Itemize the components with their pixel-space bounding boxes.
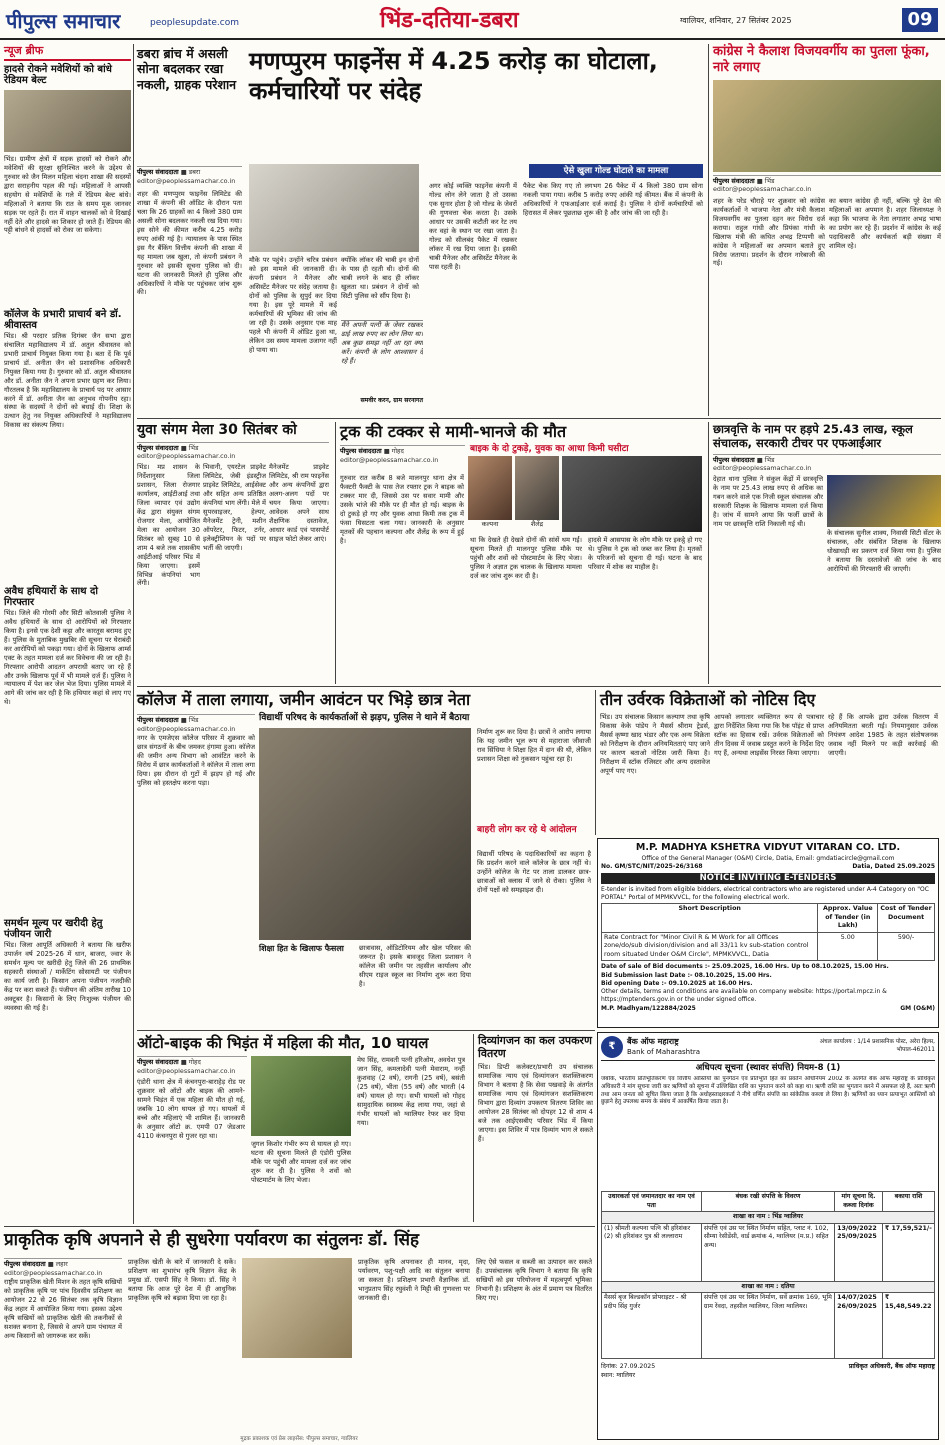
auto-headline: ऑटो-बाइक की भिड़ंत में महिला की मौत, 10 घायल bbox=[137, 1034, 429, 1052]
bank-logo-icon: ₹ bbox=[601, 1036, 623, 1058]
bank-th-amount: बकाया राशि bbox=[882, 1192, 934, 1212]
tender-ref: No. GM/STC/NIT/2025-26/3168 bbox=[601, 862, 703, 870]
divyang-headline: दिव्यांगजन का कल उपकरण वितरण bbox=[478, 1034, 593, 1061]
victim-photo-1 bbox=[468, 456, 512, 520]
tender-th-value: Approx. Value of Tender (in Lakh) bbox=[818, 904, 878, 933]
bank-th-property: बंधक रखी संपत्ति के विवरण bbox=[701, 1192, 834, 1212]
bank-notice bbox=[597, 1032, 939, 1440]
bank-branch-2: शाखा का नाम : दतिया bbox=[602, 1281, 935, 1293]
tender-row-cost: 590/- bbox=[878, 932, 935, 961]
divider-h4 bbox=[4, 1226, 595, 1227]
lead-byline-place: डबरा bbox=[188, 168, 201, 176]
scholarship-story bbox=[708, 422, 941, 684]
lead-col-4: अगर कोई व्यक्ति फाइनेंस कंपनी में गोल्ड लोन लेने जाता है तो उसका एक सुनार होता है जो गोल्ड के जेवरों की गुणवत्ता चेक करता है। उसके आधार पर उसकी कटौती कर रेट तय कर वहां के स्थान पर रखा जाता है। गोल्ड को सीलबंद पैकेट में रखकर लॉकर में रख दिया जाता है। इसकी चाबी मैनेजर और असिस्टेंट मैनेजर के पास रहती है। bbox=[429, 182, 517, 271]
bike-wreck-photo bbox=[562, 456, 702, 532]
tender-footer: M.P. Madhyam/122884/2025 bbox=[601, 1004, 696, 1012]
farming-col-2: प्राकृतिक खेती के बारे में जानकारी दे सकें। प्रशिक्षण का शुभारंभ कृषि विज्ञान केंद्र के प्रमुख डॉ. एसपी सिंह ने किया। डॉ. सिंह ने बताया कि आज पूरे देश में ही आधुनिक प्राकृतिक कृषि को बढ़ावा दिया जा रहा है। bbox=[128, 1258, 236, 1302]
farming-col-1: राष्ट्रीय प्राकृतिक खेती मिशन के तहत कृषि सखियों को प्राकृतिक कृषि पर पांच दिवसीय प्रशिक्षण का आयोजन 22 से 26 सितंबर तक कृषि विज्ञान केंद्र लहार में आयोजित किया गया। इसका उद्देश्य कृषि सखियों को प्राकृतिक खेती की तकनीकों से सशक्त बनाना है, जिससे वे अपने ग्राम पंचायत में अन्य किसानों को जागरूक कर सकें। bbox=[4, 1278, 122, 1340]
yuva-byline-name: पीपुल्स संवाददाता bbox=[137, 443, 179, 452]
farming-byline-place: लहार bbox=[55, 1260, 68, 1268]
congress-byline-name: पीपुल्स संवाददाता bbox=[713, 176, 755, 185]
lead-quote bbox=[341, 320, 423, 412]
auto-col-2: मेघ सिंह, रामवती पत्नी हरिओम, अवधेश पुत्र जान सिंह, कमलादेवी पत्नी मेवाराम, नन्हीं कुशवाह (2 वर्ष), रागनी (25 वर्ष), बसंती (25 वर्ष), भीता (55 वर्ष) और भारती (4 वर्ष) घायल हो गए। सभी घायलों को गोहद सामुदायिक स्वास्थ्य केंद्र लाया गया, जहां से गंभीर घायलों को ग्वालियर रेफर कर दिया गया। bbox=[357, 1056, 465, 1127]
bank-row2-property: संपत्ति एवं उस पर स्थित निर्माण, सर्वे क्रमांक 169, भूमि ग्राम रेंवदा, तहसील ग्वालियर, जिला ग्वालियर। bbox=[701, 1293, 834, 1359]
logo: पीपुल्स समाचार bbox=[6, 9, 121, 33]
bank-row2-amount: ₹ 15,48,549.22 bbox=[882, 1293, 934, 1359]
truck-photos bbox=[468, 456, 702, 532]
truck-byline-name: पीपुल्स संवाददाता bbox=[340, 447, 382, 456]
bank-row1-property: संपत्ति एवं उस पर स्थित निर्माण सहित, प्लाट नं. 102, सौम्या रेसीडेंसी, वार्ड क्रमांक 4, ग्वालियर (म.प्र.) सहित अन्य। bbox=[701, 1223, 834, 1281]
congress-byline-place: भिंड bbox=[764, 176, 775, 185]
brief-headline-1: हादसे रोकने मवेशियों को बांधे रेडियम बेल्ट bbox=[4, 63, 112, 87]
website: peoplesupdate.com bbox=[150, 18, 239, 28]
tender-th-cost: Cost of Tender Document bbox=[878, 904, 935, 933]
yuva-headline: युवा संगम मेला 30 सितंबर को bbox=[137, 422, 297, 438]
truck-byline-place: गोहद bbox=[391, 447, 404, 456]
yuva-col-2: भिवानी, एयरटेल प्राइवेट लिमिटेड, जेबी इंडस्ट्रीज प्राइवेट लिमिटेड, आईसेक्ट और सहित अन्य प्रतिष्ठित कंपनियां भाग लेंगी। मेले में सुपरवाइजर, हेल्पर, मैनेजमेंट ट्रेनी, मशीन ऑपरेटर, फिटर, टर्नर, इलेक्ट्रीशियन के पदों पर भर्ती की जाएगी। bbox=[203, 463, 266, 552]
divyang-body: भिंड। डिप्टी कलेक्टर/प्रभारी उप संचालक सामाजिक न्याय एवं दिव्यांगजन सशक्तिकरण विभाग ने बताया है कि सेवा पखवाड़े के अंतर्गत सामाजिक न्याय एवं दिव्यांगजन सशक्तिकरण विभाग द्वारा दिव्यांग उपकरण वितरण शिविर का आयोजन 28 सितंबर को दोपहर 12 से शाम 4 बजे तक आईएसबीए परिसर भिंड में किया जाएगा। इस शिविर में पात्र दिव्यांग भाग ले सकते हैं। bbox=[478, 1063, 593, 1143]
lead-col-5: पैकेट चेक किए गए तो लगभग 26 पैकेट में 4 किलो 380 ग्राम सोना नकली पाया गया। करीब 5 करोड़ रुपए आंकी गई कीमत। बैंक में कंपनी के अधिकारियों ने एफआईआर दर्ज कराई है। पुलिस ने दोनों कर्मचारियों को हिरासत में लेकर पूछताछ शुरू की है और जांच की जा रही है। bbox=[523, 182, 703, 217]
bank-row1-dates: 13/09/2022 25/09/2025 bbox=[835, 1223, 883, 1281]
farming-byline-email: editor@peoplessamachar.co.in bbox=[4, 1268, 103, 1277]
bank-row1-amount: ₹ 17,59,521/- bbox=[882, 1223, 934, 1281]
college-byline-name: पीपुल्स संवाददाता bbox=[137, 716, 179, 724]
scholarship-headline: छात्रवृत्ति के नाम पर हड़पे 25.43 लाख, स्कूल संचालक, सरकारी टीचर पर एफआईआर bbox=[713, 422, 913, 451]
tender-intro: E-tender is invited from eligible bidders, electrical contractors who are registered under A-4 Category on "OC PORTAL" Portal of MPMKVVCL, for the following electrical work. bbox=[601, 886, 929, 901]
brief-body-3: भिंड। जिले की गोरमी और सिटी कोतवाली पुलिस ने अवैध हथियारों के साथ दो आरोपियों को गिरफ्तार किया है। इनसे एक देशी कट्टा और कारतूस बरामद हुए हैं। पुलिस के मुताबिक मुखबिर की सूचना पर घेराबंदी कर आरोपियों को पकड़ा गया। दोनों के खिलाफ आर्म्स एक्ट के तहत मामला दर्ज कर विवेचना की जा रही है। गिरफ्तार आरोपी आदतन अपराधी बताए जा रहे हैं और उनके खिलाफ पूर्व में भी मामले दर्ज हैं। पुलिस ने न्यायालय में पेश कर जेल भेज दिया। पुलिस मामले में आगे की जांच कर रही है कि हथियार कहां से लाए गए थे। bbox=[4, 608, 131, 707]
auto-byline-place: गोहद bbox=[188, 1058, 201, 1066]
bank-date: दिनांक: 27.09.2025 bbox=[601, 1363, 656, 1371]
congress-col-1: शहर के परेड चौराहे पर शुक्रवार को कांग्रेस कार्यकर्ताओं ने भाजपा नेता और मंत्री कैलाश विजयवर्गीय का पुतला दहन कर विरोध दर्ज कराया। राहुल गांधी और प्रियंका गांधी के खिलाफ मंत्री की कथित अभद्र टिप्पणी को कांग्रेस ने महिलाओं का अपमान बताते हुए विरोध जताया। प्रदर्शन के दौरान नारेबाजी की गई। bbox=[713, 196, 825, 268]
natural-farming-story bbox=[4, 1230, 595, 1440]
tender-date-open: Bid opening Date :- 09.10.2025 at 16.00 Hrs. bbox=[601, 979, 753, 987]
tender-company: M.P. MADHYA KSHETRA VIDYUT VITARAN CO. LTD. bbox=[635, 842, 901, 853]
dateline: ग्वालियर, शनिवार, 27 सितंबर 2025 bbox=[680, 16, 792, 25]
scholarship-byline-name: पीपुल्स संवाददाता bbox=[713, 455, 755, 464]
bank-branch-1: शाखा का नाम : भिंड ग्वालियर bbox=[602, 1212, 935, 1224]
truck-headline: ट्रक की टक्कर से मामी-भानजे की मौत bbox=[340, 422, 567, 441]
bank-place: स्थान: ग्वालियर bbox=[601, 1371, 636, 1379]
truck-byline-email: editor@peoplessamachar.co.in bbox=[340, 455, 439, 464]
farming-byline: पीपुल्स संवाददाता ■ लहार editor@peoplessamachar.co.in bbox=[4, 1258, 122, 1277]
divyang-story bbox=[473, 1034, 593, 1222]
farming-col-4: लिए ऐसे फसल व सब्जी का उत्पादन कर सकते हैं। उपसंचालक कृषि विभाग ने बताया कि कृषि सखियों को इस परियोजना में महत्वपूर्ण भूमिका निभानी है। प्रशिक्षण के अंत में प्रमाण पत्र वितरित किए गए। bbox=[476, 1258, 592, 1302]
brief-headline-4: समर्थन मूल्य पर खरीदी हेतु पंजीयन जारी bbox=[4, 917, 103, 941]
divider-h1 bbox=[137, 418, 941, 419]
bank-name-hindi: बैंक ऑफ महाराष्ट्र bbox=[627, 1036, 679, 1046]
college-bottom-text: छात्रावास, ऑडिटोरियम और खेल परिसर की जरूरत है। इसके बावजूद जिला प्रशासन ने कॉलेज की जमीन पर तहसील कार्यालय और सीएम राइज स्कूल का निर्माण शुरू करा दिया है। bbox=[359, 944, 471, 988]
brief-body-2: भिंड। श्री परदार प्रतिक दिगंबर जैन सभा द्वारा संचालित महाविद्यालय में डॉ. अतुल श्रीवास्तव को प्रभारी प्राचार्य नियुक्त किया गया है। बता दें कि पूर्व प्राचार्य डॉ. अनीता जैन को प्रशासनिक अधिकारी नियुक्त किया गया है। गुरुवार को डॉ. अतुल श्रीवास्तव और डॉ. अनीता जैन ने अपना प्रभार ग्रहण कर लिया। गौरतलब है कि महाविद्यालय के प्राचार्य पद पर आसार करने में डॉ. अनीता जैन का अनुभव गोपनीय रहा। संस्था के सदस्यों ने दोनों को बधाई दी। शिक्षा के उत्थान हेतु नव नियुक्त अधिकारियों ने महाविद्यालय विकास का संकल्प लिया। bbox=[4, 331, 131, 430]
college-subhead: विद्यार्थी परिषद के कार्यकर्ताओं से झड़प, पुलिस ने थाने में बैठाया bbox=[259, 713, 470, 724]
college-side-headline: बाहरी लोग कर रहे थे आंदोलन bbox=[477, 825, 577, 835]
fir-photo bbox=[827, 475, 941, 527]
divider-h3 bbox=[137, 1030, 595, 1031]
congress-story bbox=[708, 44, 941, 416]
truck-col-2: था कि देखते ही देखते दोनों की सांसें थम गईं। सूचना मिलते ही मालनपुर पुलिस मौके पर पहुंची और शवों को पोस्टमार्टम के लिए भेजा। पुलिस ने अज्ञात ट्रक चालक के खिलाफ मामला दर्ज कर जांच शुरू कर दी है। bbox=[470, 536, 582, 580]
auto-byline: पीपुल्स संवाददाता ■ गोहद editor@peoplessamachar.co.in bbox=[137, 1056, 247, 1075]
bank-title: अधिपत्य सूचना (स्थावर संपत्ति) नियम-8 (1) bbox=[695, 1063, 841, 1073]
divider-h2 bbox=[137, 686, 941, 687]
tender-th-desc: Short Description bbox=[602, 904, 818, 933]
brief-body-4: भिंड। जिला आपूर्ति अधिकारी ने बताया कि खरीफ उपार्जन वर्ष 2025-26 में धान, बाजरा, ज्वार के समर्थन मूल्य पर खरीदी हेतु जिले की 26 प्राथमिक सहकारी संस्थाओं / मार्केटिंग सोसायटी पर पंजीयन का कार्य जारी है। किसान अपना पंजीयन नजदीकी केंद्र पर करा सकते हैं। पंजीयन की अंतिम तारीख 10 अक्टूबर है। किसानों के लिए निःशुल्क पंजीयन की व्यवस्था की गई है। bbox=[4, 940, 131, 1012]
college-byline: पीपुल्स संवाददाता ■ भिंड editor@peoplessamachar.co.in bbox=[137, 714, 255, 733]
tender-row-value: 5.00 bbox=[818, 932, 878, 961]
truck-byline: पीपुल्स संवाददाता ■ गोहद editor@peoplessamachar.co.in bbox=[340, 445, 465, 464]
scholarship-col-1: देहात थाना पुलिस ने संकुल केंद्रों में छात्रवृत्ति के नाम पर 25.43 लाख रुपए से अधिक का गबन करने वाले एक निजी स्कूल संचालक और सरकारी शिक्षक के खिलाफ मामला दर्ज किया है। जांच में सामने आया कि फर्जी छात्रों के नाम पर छात्रवृत्ति राशि निकाली गई थी। bbox=[713, 475, 823, 528]
tender-date-submit: Bid Submission last Date :- 08.10.2025, 15.00 Hrs. bbox=[601, 971, 772, 979]
lead-headline: मणप्पुरम फाइनेंस में 4.25 करोड़ का घोटाला, कर्मचारियों पर संदेह bbox=[249, 47, 658, 105]
victim-caption-1: कल्पना bbox=[481, 520, 499, 528]
bank-th-borrower: उधारकर्ता एवं जमानतदार का नाम एवं पता bbox=[602, 1192, 702, 1212]
congress-col-2: का बयान कांग्रेस ही नहीं, बल्कि पूरे देश की महिलाओं का अपमान है। शहर जिलाध्यक्ष ने कहा कि भाजपा के नेता लगातार अभद्र भाषा का प्रयोग कर रहे हैं। प्रदर्शन में कांग्रेस के कई पदाधिकारी और कार्यकर्ता बड़ी संख्या में शामिल रहे। bbox=[829, 196, 941, 250]
yuva-col-3: मैनेजमेंट प्राइवेट लिमिटेड, श्री राम फाइनेंस और अन्य कंपनियों द्वारा अलग-अलग पदों पर चयन किया जाएगा। आवेदक अपने साथ शैक्षणिक दस्तावेज, आधार कार्ड एवं पासपोर्ट साइज फोटो लेकर आएं। bbox=[269, 463, 329, 543]
bank-row1-borrower: (1) श्रीमती कल्पना पत्नि श्री हरिशंकर (2) श्री हरिशंकर पुत्र श्री लल्लाराम bbox=[602, 1223, 702, 1281]
bank-table bbox=[601, 1191, 935, 1359]
tender-office: Office of the General Manager (O&M) Circle, Datia, Email: gmdatiacircle@gmail.com bbox=[641, 854, 895, 862]
lead-story bbox=[137, 44, 704, 416]
scholarship-col-2: के संचालक सुनील शाक्य, निवासी सिटी सेंटर के संचालक, और संबंधित शिक्षक के खिलाफ धोखाधड़ी का प्रकरण दर्ज किया गया है। पुलिस ने बताया कि दस्तावेजों की जांच के बाद आरोपियों की गिरफ्तारी की जाएगी। bbox=[827, 529, 941, 573]
masthead bbox=[0, 0, 945, 40]
auto-col-3: जुगल किशोर गंभीर रूप से घायल हो गए। घटना की सूचना मिलते ही एंडोरी पुलिस मौके पर पहुंची और मामला दर्ज कर जांच शुरू कर दी है। पुलिस ने शवों को पोस्टमार्टम के लिए भेजा। bbox=[251, 1140, 351, 1184]
college-col-3: विद्यार्थी परिषद के पदाधिकारियों का कहना है कि प्रदर्शन करने वाले कॉलेज के छात्र नहीं थे। उन्होंने कॉलेज के गेट पर ताला डालकर छात्र-छात्राओं को क्लास में जाने से रोका। पुलिस ने दोनों पक्षों को समझाइश दी। bbox=[477, 850, 591, 894]
congress-headline: कांग्रेस ने कैलाश विजयवर्गीय का पुतला फूंका, नारे लगाए bbox=[713, 44, 930, 76]
lead-side-headline: डबरा ब्रांच में असली सोना बदलकर रखा नकली, ग्राहक परेशान bbox=[137, 46, 237, 92]
office-photo bbox=[249, 164, 419, 252]
victim-caption-2: शैलेंद्र bbox=[530, 520, 544, 528]
tender-signatory: GM (O&M) bbox=[900, 1004, 935, 1012]
scholarship-byline-email: editor@peoplessamachar.co.in bbox=[713, 464, 812, 473]
college-photo-caption: शिक्षा हित के खिलाफ फैसला bbox=[259, 944, 344, 953]
scholarship-byline-place: भिंड bbox=[764, 455, 775, 464]
yuva-byline-email: editor@peoplessamachar.co.in bbox=[137, 452, 236, 461]
tender-date-sale: Date of sale of Bid documents :- 25.09.2025, 16.00 Hrs. Up to 08.10.2025, 15.00 Hrs. bbox=[601, 963, 889, 971]
lead-col-3: क्योंकि लॉकर की चाबी इन दोनों के पास ही रहती थी। दोनों की चाबी लगने के बाद ही लॉकर खुलता था। प्रबंधन ने दोनों को सिटी पुलिस को सौंप दिया है। bbox=[341, 256, 419, 300]
brief-headline-2: कॉलेज के प्रभारी प्राचार्य बने डॉ. श्रीवास्तव bbox=[4, 308, 122, 332]
college-headline: कॉलेज में ताला लगाया, जमीन आवंटन पर भिड़े छात्र नेता bbox=[137, 690, 471, 709]
college-story bbox=[137, 690, 591, 1028]
bank-th-dates: मांग सूचना दि. कब्जा दिनांक bbox=[835, 1192, 883, 1212]
college-photo bbox=[259, 728, 471, 940]
lead-quote-text: मैंने अपनी पत्नी के जेवर रखकर ढाई लाख रुपए का लोन लिया था। अब कुछ समझ नहीं आ रहा क्या करें। कंपनी के लोग आश्वासन दे रहे हैं। bbox=[341, 321, 423, 365]
college-col-1: नगर के एमजेएस कॉलेज परिसर में शुक्रवार को छात्र संगठनों के बीच जमकर हंगामा हुआ। कॉलेज की जमीन अन्य विभाग को आवंटित करने के विरोध में छात्र कार्यकर्ताओं ने कॉलेज में ताला लगा दिया। इस दौरान दो गुटों में झड़प हो गई और पुलिस को हस्तक्षेप करना पड़ा। bbox=[137, 734, 255, 787]
farming-col-3: प्राकृतिक कृषि अपनाकर ही मानव, मृदा, पर्यावरण, पशु-पक्षी आदि का संतुलन बनाया जा सकता है। प्रशिक्षण प्रभारी वैज्ञानिक डॉ. भानुप्रताप सिंह रघुवंशी ने मिट्टी की गुणवत्ता पर जानकारी दी। bbox=[358, 1258, 470, 1302]
fertilizer-col-3: रहे हैं कि आपके द्वारा उर्वरक वितरण में अनियमितता बरती गई। नियमानुसार उर्वरक नियंत्रण आदेश 1985 के तहत संतोषजनक जवाब नहीं मिलने पर कड़ी कार्रवाई की जाएगी। bbox=[828, 713, 938, 757]
footer-imprint: मुद्रक प्रकाशक एवं प्रेस लाइसेंस: पीपुल्स समाचार, ग्वालियर bbox=[240, 1436, 358, 1442]
tender-row-desc: Rate Contract for "Minor Civil R & M Work for all Offices zone/do/sub division/division and all 33/11 kv sub-station control room situated Under O&M Circle", MPMKVVCL, Datia bbox=[602, 932, 818, 961]
page-number: 09 bbox=[902, 8, 938, 32]
yuva-byline: पीपुल्स संवाददाता ■ भिंड editor@peoplessamachar.co.in bbox=[137, 442, 329, 461]
fertilizer-col-2: आपको लगातार व्यक्तिगत रूप से पत्राचार द्वारा निर्देशित किया गया कि रैक पॉइंट से प्राप्त स्टॉक का हिसाब रखें। उर्वरक विक्रेताओं को तीन दिवस में जवाब प्रस्तुत करने के निर्देश दिए गए हैं, अन्यथा लाइसेंस निरस्त किया जाएगा। bbox=[714, 713, 824, 757]
section-title: भिंड-दतिया-डबरा bbox=[380, 8, 519, 33]
bank-row2-dates: 14/07/2025 26/09/2025 bbox=[835, 1293, 883, 1359]
brief-body-1: भिंड। ग्रामीण क्षेत्रों में सड़क हादसों को रोकने और मवेशियों की सुरक्षा सुनिश्चित करने के उद्देश्य से गुरुवार को जैन मिलन महिला चंदना शाखा की सदस्यों द्वारा सराहनीय पहल की गई। महिलाओं ने आपसी सहयोग से मवेशियों के गले में रेडियम बेल्ट बांधे। महिलाओं ने बताया कि रात के समय मूक जानवर सड़क पर रहते हैं। रात में वाहन चालकों को वे दिखाई नहीं देते और हादसे का शिकार हो जाते हैं। रेडियम की पट्टी बांधने से हादसों को रोका जा सकेगा। bbox=[4, 154, 131, 235]
congress-byline: पीपुल्स संवाददाता ■ भिंड editor@peoplessamachar.co.in bbox=[713, 175, 941, 194]
scholarship-byline: पीपुल्स संवाददाता ■ भिंड editor@peoplessamachar.co.in bbox=[713, 454, 941, 473]
fertilizer-col-1: भिंड। उप संचालक किसान कल्याण तथा कृषि विकास केके पांडेय ने मैसर्स श्रीराम ट्रेडर्स, मैसर्स कृष्णा खाद भंडार और एक अन्य विक्रेता को निरीक्षण के दौरान अनियमितताएं पाए जाने पर कारण बताओ नोटिस जारी किया है। निरीक्षण में स्टॉक रजिस्टर और अन्य दस्तावेज अपूर्ण पाए गए। bbox=[600, 713, 710, 775]
college-col-2: निर्माण शुरू कर दिया है। छात्रों ने आरोप लगाया कि यह जमीन भूल रूप से महाराजा जीवाजी राव सिंधिया ने शिक्षा हित में दान की थी, लेकिन प्रशासन शिक्षा को नुकसान पहुंचा रहा है। bbox=[477, 728, 591, 763]
truck-col-3: हादसे में आसपास के लोग मौके पर इकट्ठे हो गए थे। पुलिस ने ट्रक को जब्त कर लिया है। मृतकों के परिजनों को सूचना दी गई। घटना के बाद परिवार में शोक का माहौल है। bbox=[588, 536, 702, 571]
bank-intro: जबकि, भारतीय प्रतिभूतिकरण एवं वित्तीय आस्तियों का पुनर्गठन एवं प्रतिभूति हित का प्रवर्तन अधिनियम 2002 के अंतर्गत बैंक ऑफ महाराष्ट्र के प्राधिकृत अधिकारी ने मांग सूचना जारी कर ऋणियों को सूचना में उल्लिखित राशि का भुगतान करने को कहा था। ऋणी राशि का भुगतान करने में असफल रहे हैं, अतः ऋणी तथा आम जनता को सूचित किया जाता है कि अधोहस्ताक्षरकर्ता ने नीचे वर्णित संपत्ति का सांकेतिक कब्जा ले लिया है। ऋणियों का ध्यान प्रत्याभूत आस्तियों को छुड़ाने हेतु उपलब्ध समय के संबंध में आकर्षित किया जाता है। bbox=[601, 1076, 935, 1106]
bank-office: अंचल कार्यालय : 1/14 प्रशासनिक पोस्ट, अरेरा हिल्स, भोपाल-462011 bbox=[819, 1039, 935, 1053]
auto-col-1: एंडोरी थाना क्षेत्र में कंचनपुरा-बाराहेड़ रोड पर शुक्रवार को ऑटो और बाइक की आमने-सामने भिड़ंत में एक महिला की मौत हो गई, जबकि 10 लोग घायल हो गए। घायलों में बच्चे और महिलाएं भी शामिल हैं। जानकारी के अनुसार ऑटो क्र. एमपी 07 जेडआर 4110 कंचनपुरा से गुजर रहा था। bbox=[137, 1078, 245, 1140]
tender-table bbox=[601, 903, 935, 961]
farming-headline: प्राकृतिक कृषि अपनाने से ही सुधरेगा पर्यावरण का संतुलनः डॉ. सिंह bbox=[4, 1230, 419, 1250]
bank-name-english: Bank of Maharashtra bbox=[627, 1047, 700, 1056]
lead-col-1: शहर की मणप्पुरम फाइनेंस लिमिटेड की शाखा में कंपनी की ऑडिट के दौरान पता चला कि 26 ग्राहकों का 4 किलो 380 ग्राम असली सोना बदलकर नकली रख दिया गया। इस सोने की कीमत करीब 4.25 करोड़ रुपए आंकी गई है। न्यायालय के पास स्थित इस गैर बैंकिंग वित्तीय कंपनी की शाखा में यह मामला जब खुला, तो कंपनी प्रबंधन ने गुरुवार को इसकी सूचना पुलिस को दी। घटना की जानकारी मिलते ही पुलिस और अधिकारियों ने मौके पर पहुंचकर जांच शुरू की। bbox=[137, 190, 242, 297]
yuva-story bbox=[137, 422, 329, 684]
yuva-col-1: भिंड। मप्र शासन के निर्देशानुसार जिला प्रशासन, जिला रोजगार कार्यालय, आईटीआई तथा जिला व्यापार एवं उद्योग केंद्र द्वारा संयुक्त संगम रोजगार मेला, आयोजित मेला का आयोजन 30 सितंबर को सुबह 10 से शाम 4 बजे तक शासकीय आईटीआई परिसर भिंड में किया जाएगा। इसमें विभिन्न कंपनियां भाग लेंगी। bbox=[137, 463, 200, 588]
news-brief-column bbox=[4, 44, 131, 1224]
auto-byline-name: पीपुल्स संवाददाता bbox=[137, 1058, 179, 1066]
lead-byline-email: editor@peoplessamachar.co.in bbox=[137, 176, 236, 185]
auto-byline-email: editor@peoplessamachar.co.in bbox=[137, 1066, 236, 1075]
college-byline-place: भिंड bbox=[188, 716, 199, 724]
truck-story bbox=[335, 422, 705, 684]
congress-byline-email: editor@peoplessamachar.co.in bbox=[713, 185, 812, 194]
fertilizer-story bbox=[595, 690, 941, 835]
fertilizer-headline: तीन उर्वरक विक्रेताओं को नोटिस दिए bbox=[600, 690, 816, 709]
farming-byline-name: पीपुल्स संवाददाता bbox=[4, 1260, 46, 1268]
auto-photo bbox=[251, 1056, 351, 1136]
farming-photo bbox=[242, 1258, 352, 1358]
lead-quote-author: समवीर करन, ग्राम सरनागत bbox=[360, 397, 423, 404]
truck-col-1: गुरुवार रात करीब 8 बजे मालनपुर थाना क्षेत्र में फैक्टरी फैक्टी के पास तेज रफ्तार ट्रक ने बाइक को टक्कर मार दी, जिससे उस पर सवार मामी और उसके भांजे की मौके पर ही मौत हो गई। बाइक के दो टुकड़े हो गए और युवक आधा किमी तक ट्रक में फंसा घिसटता चला गया। जानकारी के अनुसार मृतकों की पहचान कल्पना और शैलेंद्र के रूप में हुई है। bbox=[340, 474, 464, 545]
column-divider bbox=[133, 44, 134, 1224]
tender-ad bbox=[597, 838, 939, 1028]
tender-details: Other details, terms and conditions are available on company website: https://portal.mpcz.in & https://mptenders.gov.in or the under signed office. bbox=[601, 987, 887, 1003]
lead-col-2: मौके पर पहुंचे। उन्होंने चरित्र प्रबंधन को इस मामले की जानकारी दी। कंपनी प्रबंधन ने मैनेजर और असिस्टेंट मैनेजर पर संदेह जताया है। दोनों को पुलिस के सुपुर्द कर दिया गया है। इस पूरे मामले में कई कर्मचारियों की भूमिका की जांच की जा रही है। उसके अनुसार एक माह पहले भी कंपनी में ऑडिट हुआ था, लेकिन उस समय मामला उजागर नहीं हो पाया था। bbox=[249, 256, 337, 354]
yuva-byline-place: भिंड bbox=[188, 443, 199, 452]
bank-officer: प्राधिकृत अधिकारी, बैंक ऑफ महाराष्ट्र bbox=[848, 1363, 935, 1371]
auto-accident-story bbox=[137, 1034, 467, 1222]
lead-byline-name: पीपुल्स संवाददाता bbox=[137, 168, 179, 176]
victim-photo-2 bbox=[515, 456, 559, 520]
tender-title: NOTICE INVITING E-TENDERS bbox=[601, 873, 935, 884]
brief-label: न्यूज ब्रीफ bbox=[4, 44, 131, 61]
college-byline-email: editor@peoplessamachar.co.in bbox=[137, 724, 236, 733]
protest-photo bbox=[713, 80, 941, 172]
brief-headline-3: अवैध हथियारों के साथ दो गिरफ्तार bbox=[4, 585, 98, 609]
cattle-photo bbox=[4, 90, 131, 152]
bank-row2-borrower: मैसर्स बृज बिल्डकॉन प्रोपराइटर - श्री प्रदीप सिंह गुर्जर bbox=[602, 1293, 702, 1359]
truck-subhead: बाइक के दो टुकड़े, युवक का आधा किमी घसीटा bbox=[470, 444, 629, 455]
tender-date: Datia, Dated 25.09.2025 bbox=[852, 862, 935, 870]
lead-tag: ऐसे खुला गोल्ड घोटाले का मामला bbox=[529, 164, 703, 178]
lead-byline: पीपुल्स संवाददाता ■ डबरा editor@peoplessamachar.co.in bbox=[137, 166, 242, 185]
